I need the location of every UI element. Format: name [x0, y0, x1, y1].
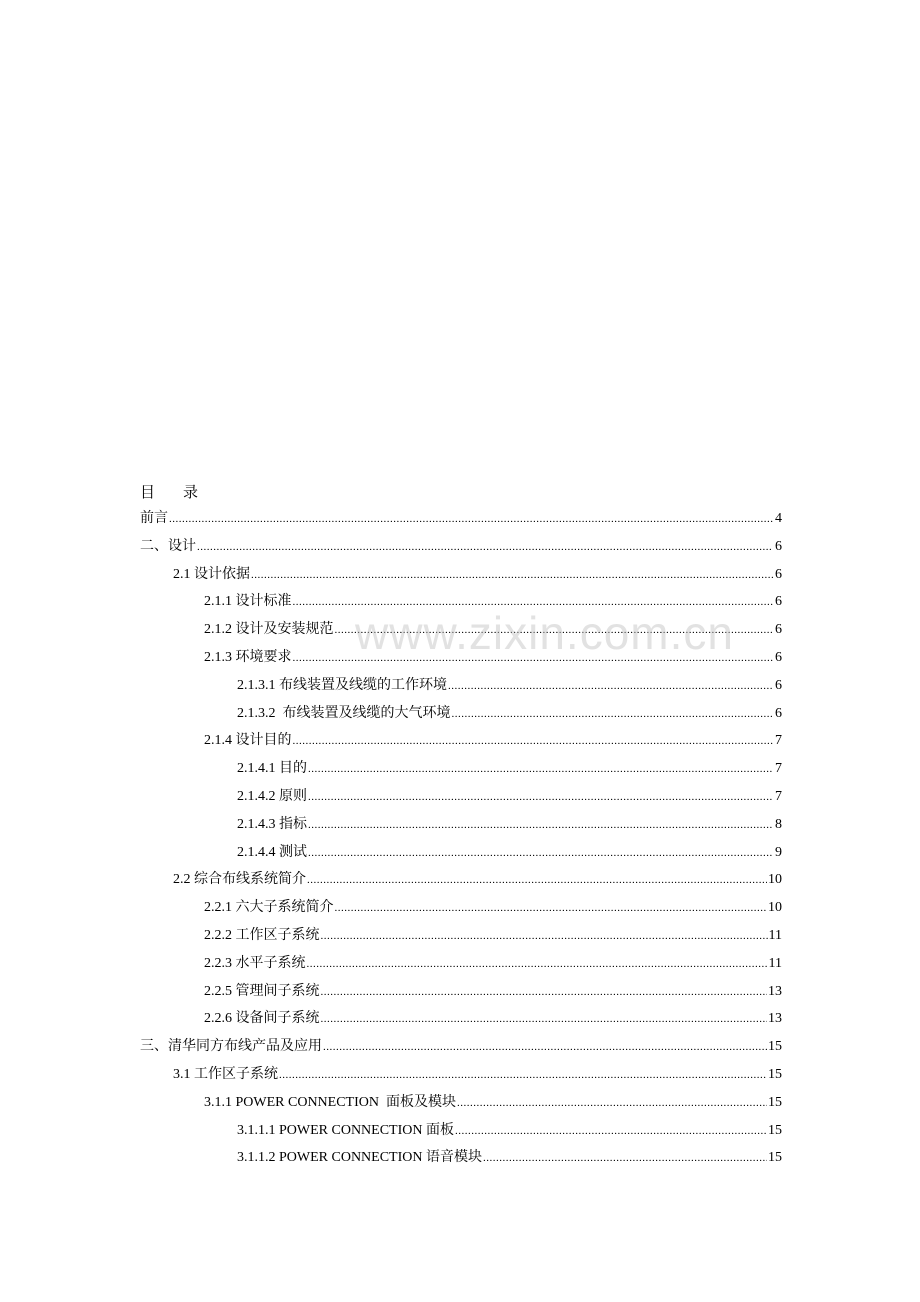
toc-entry-page: 7: [775, 788, 782, 804]
toc-leader-dots: [335, 895, 768, 923]
toc-entry-page: 11: [768, 955, 782, 971]
toc-entry-text: 2.1.3 环境要求: [204, 649, 292, 665]
toc-entry-text: 2.1.4.3 指标: [237, 816, 307, 832]
toc-entry-page: 15: [768, 1039, 782, 1055]
toc-entry-page: 6: [775, 649, 782, 665]
toc-entry[interactable]: [140, 700, 782, 728]
toc-entry-text: 3.1.1.2 POWER CONNECTION 语音模块: [237, 1150, 482, 1166]
toc-entry[interactable]: [140, 755, 782, 783]
toc-entry-page: 11: [768, 927, 782, 943]
toc-entry-text: 2.1.3.2 布线装置及线缆的大气环境: [237, 705, 451, 721]
toc-leader-dots: [308, 784, 773, 812]
toc-entry[interactable]: [140, 978, 782, 1006]
toc-leader-dots: [308, 756, 773, 784]
toc-leader-dots: [293, 645, 774, 673]
toc-entry-page: 15: [768, 1066, 782, 1082]
toc-entry[interactable]: [140, 505, 782, 533]
toc-leader-dots: [335, 617, 774, 645]
toc-entry-page: 6: [775, 705, 782, 721]
toc-entry[interactable]: [140, 1061, 782, 1089]
toc-entry[interactable]: [140, 894, 782, 922]
toc-leader-dots: [279, 1062, 767, 1090]
toc-entry-page: 7: [775, 761, 782, 777]
toc-entry[interactable]: [140, 922, 782, 950]
toc-entry-text: 三、清华同方布线产品及应用: [140, 1039, 322, 1055]
toc-entry-page: 6: [775, 566, 782, 582]
toc-entry-page: 6: [775, 538, 782, 554]
toc-leader-dots: [321, 979, 768, 1007]
toc-entry[interactable]: [140, 811, 782, 839]
toc-leader-dots: [308, 840, 773, 868]
toc-leader-dots: [307, 951, 768, 979]
toc-leader-dots: [169, 506, 773, 534]
toc-leader-dots: [483, 1145, 767, 1173]
watermark: www.zixin.com.cn: [355, 607, 734, 659]
toc-entry-text: 2.2 综合布线系统简介: [173, 872, 306, 888]
toc-entry-page: 7: [775, 733, 782, 749]
toc-entry-text: 2.1 设计依据: [173, 566, 250, 582]
toc-title-char-1: 目: [140, 485, 156, 501]
toc-entry-page: 13: [768, 983, 782, 999]
toc-leader-dots: [321, 1006, 768, 1034]
toc-entry-text: 2.1.4.4 测试: [237, 844, 307, 860]
toc-entry[interactable]: [140, 644, 782, 672]
toc-entry-text: 2.1.4 设计目的: [204, 733, 292, 749]
toc-entry[interactable]: [140, 866, 782, 894]
toc-entry[interactable]: [140, 561, 782, 589]
table-of-contents: [140, 505, 782, 1172]
toc-leader-dots: [457, 1090, 767, 1118]
toc-entry-text: 3.1.1.1 POWER CONNECTION 面板: [237, 1122, 454, 1138]
toc-entry[interactable]: [140, 672, 782, 700]
toc-title-char-2: 录: [183, 485, 199, 501]
toc-entry[interactable]: [140, 588, 782, 616]
toc-leader-dots: [455, 1118, 767, 1146]
toc-entry-text: 2.2.3 水平子系统: [204, 955, 306, 971]
toc-entry[interactable]: [140, 950, 782, 978]
toc-entry-page: 6: [775, 677, 782, 693]
toc-entry[interactable]: [140, 1089, 782, 1117]
toc-entry-page: 13: [768, 1011, 782, 1027]
toc-entry-text: 2.2.5 管理间子系统: [204, 983, 320, 999]
toc-entry[interactable]: [140, 1005, 782, 1033]
toc-entry-text: 2.1.4.1 目的: [237, 761, 307, 777]
toc-entry-page: 9: [775, 844, 782, 860]
toc-leader-dots: [293, 728, 774, 756]
toc-leader-dots: [293, 589, 774, 617]
toc-entry-page: 15: [768, 1094, 782, 1110]
toc-leader-dots: [251, 562, 773, 590]
toc-entry-page: 10: [768, 900, 782, 916]
toc-leader-dots: [452, 701, 774, 729]
toc-entry[interactable]: [140, 1033, 782, 1061]
toc-entry-text: 前言: [140, 511, 168, 526]
toc-leader-dots: [323, 1034, 767, 1062]
toc-leader-dots: [308, 812, 773, 840]
toc-entry-page: 15: [768, 1150, 782, 1166]
toc-entry-text: 2.2.6 设备间子系统: [204, 1011, 320, 1027]
toc-entry[interactable]: [140, 1117, 782, 1145]
toc-entry-text: 2.1.2 设计及安装规范: [204, 622, 334, 638]
toc-entry[interactable]: [140, 783, 782, 811]
toc-entry-text: 2.2.2 工作区子系统: [204, 927, 320, 943]
toc-entry-text: 3.1 工作区子系统: [173, 1066, 278, 1082]
toc-leader-dots: [307, 867, 767, 895]
toc-entry[interactable]: [140, 616, 782, 644]
toc-entry-text: 2.1.3.1 布线装置及线缆的工作环境: [237, 677, 447, 693]
toc-entry-text: 二、设计: [140, 538, 196, 554]
toc-entry-text: 2.2.1 六大子系统简介: [204, 900, 334, 916]
toc-title: [140, 481, 198, 502]
toc-entry-text: 2.1.4.2 原则: [237, 788, 307, 804]
toc-entry[interactable]: [140, 1144, 782, 1172]
toc-entry[interactable]: [140, 533, 782, 561]
toc-leader-dots: [197, 534, 773, 562]
toc-entry-page: 4: [775, 511, 782, 526]
toc-entry-page: 6: [775, 594, 782, 610]
toc-entry-page: 8: [775, 816, 782, 832]
toc-entry-text: 3.1.1 POWER CONNECTION 面板及模块: [204, 1094, 456, 1110]
toc-entry[interactable]: [140, 839, 782, 867]
toc-entry-page: 6: [775, 622, 782, 638]
toc-leader-dots: [448, 673, 773, 701]
toc-leader-dots: [321, 923, 768, 951]
toc-entry-page: 10: [768, 872, 782, 888]
toc-entry[interactable]: [140, 727, 782, 755]
toc-entry-text: 2.1.1 设计标准: [204, 594, 292, 610]
toc-entry-page: 15: [768, 1122, 782, 1138]
